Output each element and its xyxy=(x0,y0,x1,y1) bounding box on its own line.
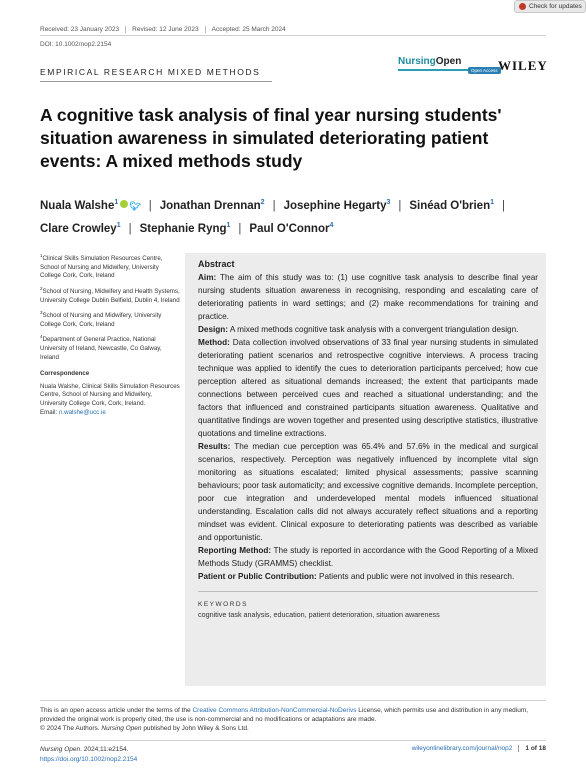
citation xyxy=(40,745,137,765)
author-aff: 1 xyxy=(226,221,231,229)
author-aff: 1 xyxy=(116,221,121,229)
author-name[interactable]: Nuala Walshe xyxy=(40,199,115,212)
copyright-pre: © 2024 The Authors. xyxy=(40,725,102,732)
license-post: License, which permits use and distribution in any medium, provided the original work is properly cited, the use is non-commercial and no modifications or adaptations are made. xyxy=(40,707,529,723)
footer-divider xyxy=(40,700,546,701)
wiley-logo[interactable]: WILEY xyxy=(498,58,548,73)
author-separator: | xyxy=(502,199,505,212)
affiliation-item xyxy=(40,285,180,305)
affiliation-item xyxy=(40,333,180,362)
abstract-contribution xyxy=(198,570,538,583)
correspondence-email xyxy=(40,409,180,418)
author-name[interactable]: Josephine Hegarty xyxy=(283,199,387,212)
abstract-label: Results: xyxy=(198,442,231,451)
revised-date: Revised: 12 June 2023 xyxy=(126,26,206,33)
page-number: 1 of 18 xyxy=(518,745,546,752)
check-for-updates-button[interactable] xyxy=(514,0,586,13)
doi-link[interactable]: https://doi.org/10.1002/nop2.2154 xyxy=(40,756,138,763)
section-divider xyxy=(40,81,272,82)
doi: DOI: 10.1002/nop2.2154 xyxy=(40,41,112,48)
affiliation-item xyxy=(40,252,180,281)
abstract-label: Reporting Method: xyxy=(198,546,272,555)
affiliation-text: Department of General Practice, National University of Ireland, Newcastle, Co Galway, Ireland xyxy=(40,336,162,361)
author-aff: 3 xyxy=(386,199,391,206)
author-aff: 1 xyxy=(114,199,119,206)
copyright-post: published by John Wiley & Sons Ltd. xyxy=(141,725,249,732)
abstract-design xyxy=(198,323,538,336)
correspondence-heading: Correspondence xyxy=(40,370,90,378)
footer-right xyxy=(412,745,546,752)
affiliation-item xyxy=(40,309,180,329)
affiliation-text: Clinical Skills Simulation Resources Centre, School of Nursing and Midwifery, University College Cork, Cork, Ireland xyxy=(40,255,163,280)
affiliation-text: School of Nursing, Midwifery and Health Systems, University College Dublin Belfield, Dublin 4, Ireland xyxy=(40,287,180,304)
check-for-updates-label: Check for updates xyxy=(529,3,582,10)
journal-site-link[interactable]: wileyonlinelibrary.com/journal/nop2 xyxy=(411,745,513,752)
accepted-date: Accepted: 25 March 2024 xyxy=(211,26,286,33)
author-list xyxy=(40,193,550,239)
abstract-label: Aim: xyxy=(198,273,217,282)
keywords: cognitive task analysis, education, patient deterioration, situation awareness xyxy=(198,610,440,619)
author-name[interactable]: Clare Crowley xyxy=(40,222,117,235)
correspondence-text: Nuala Walshe, Clinical Skills Simulation Resources Centre, School of Nursing and Midwifery, University College Cork, Cork, Ireland. xyxy=(40,382,180,407)
abstract-label: Design: xyxy=(198,325,229,334)
keywords-divider xyxy=(198,591,538,592)
abstract-label: Patient or Public Contribution: xyxy=(198,572,317,581)
affiliation-text: School of Nursing and Midwifery, University College Cork, Cork, Ireland xyxy=(40,312,162,328)
abstract-text: Data collection involved observations of 33 final year nursing students in simulated deteriorating patient scenarios and retrospective cognitive interviews. A process tracing technique was applied to identify the cues to deterioration participants perceived; how cue perception altered as situational demands increased; the extent that participants made connections between perceived cues and reached a situational understanding; and the factors that influenced and constrained participants situation awareness. Qualitative and quantitative findings are woven together and presented using descriptive statistics, illustrative quotations and timeline extractions. xyxy=(198,338,539,438)
section-label: EMPIRICAL RESEARCH MIXED METHODS xyxy=(40,67,261,77)
author-separator: | xyxy=(272,199,276,212)
email-link[interactable]: n.walshe@ucc.ie xyxy=(58,408,106,416)
abstract-text: A mixed methods cognitive task analysis with a convergent triangulation design. xyxy=(229,325,519,334)
logo-nursing-text: Nursing xyxy=(398,56,436,67)
author-separator: | xyxy=(398,199,402,212)
abstract-results xyxy=(198,440,538,544)
affiliation-number: 1 xyxy=(40,253,43,258)
open-access-badge: Open Access xyxy=(468,67,501,74)
author-separator: | xyxy=(148,199,152,212)
bottom-divider xyxy=(40,740,546,741)
author-name[interactable]: Sinéad O'brien xyxy=(409,199,491,212)
author-name[interactable]: Paul O'Connor xyxy=(249,222,330,235)
affiliation-number: 2 xyxy=(40,285,43,291)
copyright-journal: Nursing Open xyxy=(101,725,142,732)
logo-open-text: Open xyxy=(435,56,462,67)
license-pre: This is an open access article under the terms of the xyxy=(40,707,193,714)
email-label: Email: xyxy=(40,408,58,416)
update-icon xyxy=(519,3,526,10)
abstract-text: The aim of this study was to: (1) use cognitive task analysis to describe final year nursing students situation awareness in recognising, responding and escalating care of deteriorating patients in ward settings; and (2) make recommendations for training and practice. xyxy=(198,273,538,321)
dates-bar xyxy=(40,24,546,36)
abstract-reporting xyxy=(198,544,538,570)
citation-text: . 2024;11:e2154. xyxy=(80,746,129,753)
author-aff: 4 xyxy=(329,221,334,229)
author-name[interactable]: Jonathan Drennan xyxy=(159,199,261,212)
affiliations xyxy=(40,252,180,421)
citation-journal: Nursing Open xyxy=(40,746,81,753)
author-aff: 2 xyxy=(260,199,265,206)
abstract-method xyxy=(198,336,538,440)
abstract-box xyxy=(185,253,546,686)
author-name[interactable]: Stephanie Ryng xyxy=(139,222,227,235)
abstract-heading: Abstract xyxy=(198,259,235,269)
affiliation-number: 3 xyxy=(40,310,43,316)
abstract-text: The study is reported in accordance with the Good Reporting of a Mixed Methods Study (GRAMMS) checklist. xyxy=(198,546,538,568)
license-text xyxy=(40,706,546,733)
nursing-open-logo[interactable] xyxy=(398,56,461,67)
author-separator: | xyxy=(238,222,242,235)
abstract-text: The median cue perception was 65.4% and 57.6% in the medical and surgical scenarios, respectively. Perception was negatively influenced by incomplete vital sign monitoring as situations escalated; limited physical assessments; passive scanning behaviours; poor task automaticity; and excessive cognitive demands. Incomplete perception, poor cue integration and underdeveloped mental models influenced situational understanding. Escalation calls did not always accurately reflect situations and a reporting mindset was evident. Clinical exposure to deteriorating patients was described as variable and opportunistic. xyxy=(198,442,538,542)
author-separator: | xyxy=(128,222,132,235)
received-date: Received: 23 January 2023 xyxy=(40,26,126,33)
keywords-heading: KEYWORDS xyxy=(198,601,248,608)
affiliation-number: 4 xyxy=(40,334,43,340)
article-title: A cognitive task analysis of final year nursing students' situation awareness in simulated deteriorating patient events: A mixed methods study xyxy=(40,105,502,171)
abstract-label: Method: xyxy=(198,338,230,347)
abstract-aim xyxy=(198,271,538,323)
abstract-text: Patients and public were not involved in this research. xyxy=(319,572,515,581)
cc-license-link[interactable]: Creative Commons Attribution-NonCommercial-NoDerivs xyxy=(192,707,357,714)
twitter-icon[interactable]: 🐦︎ xyxy=(129,200,141,211)
orcid-icon[interactable] xyxy=(120,200,128,208)
author-aff: 1 xyxy=(490,199,494,206)
